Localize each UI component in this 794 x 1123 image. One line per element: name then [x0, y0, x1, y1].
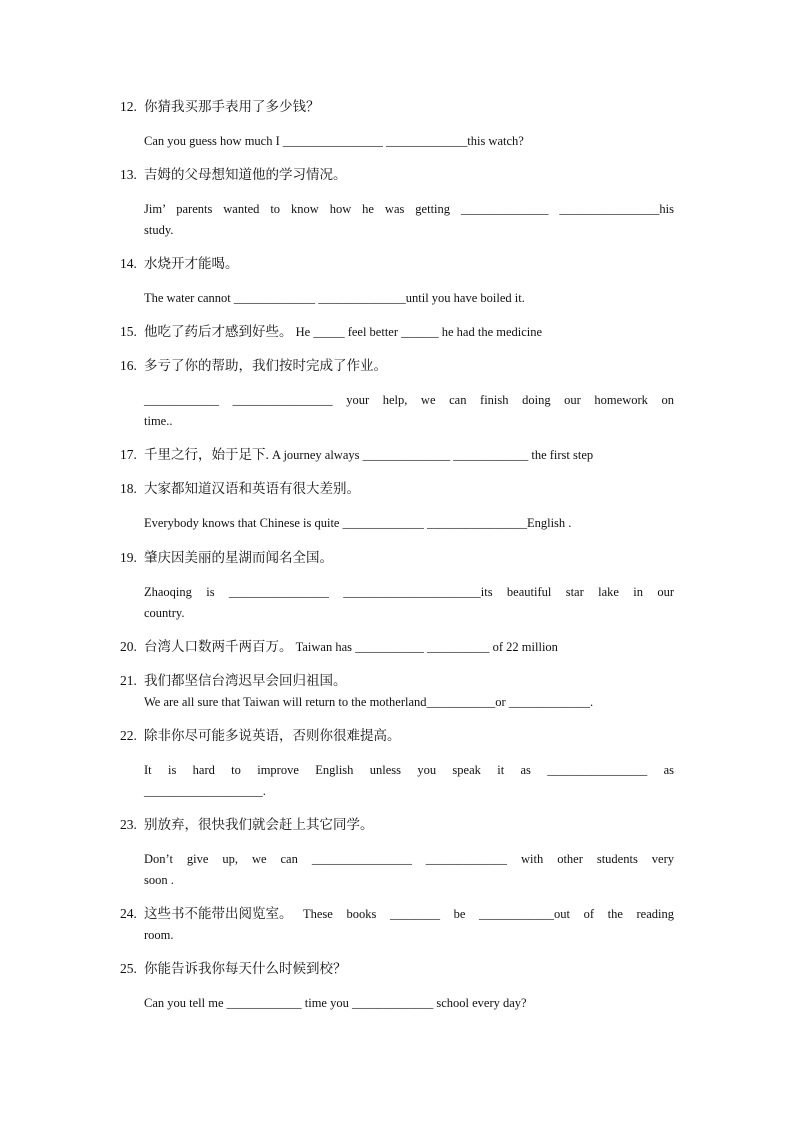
question-25 [120, 959, 680, 979]
question-19 [120, 548, 680, 568]
question-chinese: 除非你尽可能多说英语，否则你很难提高。 [144, 728, 401, 743]
answer-line [144, 390, 674, 432]
answer-line-2: ___________________. [144, 784, 266, 798]
question-number: 23. [120, 817, 137, 832]
answer-line: Can you tell me ____________ time you _____________ school every day? [144, 996, 527, 1010]
answer-line: A journey always ______________ ____________ the first step [268, 448, 594, 462]
question-17 [120, 445, 680, 465]
answer-line-2: country. [144, 606, 185, 620]
answer-line-1 [303, 904, 674, 924]
question-number: 20. [120, 639, 137, 654]
question-number: 24. [120, 906, 137, 921]
question-number: 14. [120, 256, 137, 271]
question-20 [120, 637, 680, 657]
answer-line: He _____ feel better ______ he had the medicine [292, 325, 543, 339]
question-13 [120, 165, 680, 185]
answer-line-1: ____________ ________________ your help, we can finish doing our homework on [144, 393, 674, 407]
answer-line-2: room. [144, 928, 174, 942]
answer-line [144, 199, 674, 241]
answer-line [144, 849, 674, 891]
answer-line [144, 582, 674, 624]
answer-line-1: Don’t give up, we can ________________ _____________ with other students very [144, 852, 674, 866]
question-chinese: 你猜我买那手表用了多少钱？ [144, 99, 320, 114]
question-chinese: 他吃了药后才感到好些。 [144, 324, 293, 339]
answer-line-1: It is hard to improve English unless you speak it as ________________ as [144, 763, 674, 777]
question-number: 21. [120, 673, 137, 688]
answer-line-2: time.. [144, 414, 173, 428]
question-number: 16. [120, 358, 137, 373]
answer-line-1: Zhaoqing is ________________ ______________________its beautiful star lake in our [144, 585, 674, 599]
question-chinese: 大家都知道汉语和英语有很大差别。 [144, 481, 360, 496]
answer-line: We are all sure that Taiwan will return to the motherland___________or _____________. [144, 695, 594, 709]
question-15 [120, 322, 680, 342]
question-chinese: 吉姆的父母想知道他的学习情况。 [144, 167, 347, 182]
answer-line: Taiwan has ___________ __________ of 22 million [292, 640, 558, 654]
question-22 [120, 726, 680, 746]
answer-line: Everybody knows that Chinese is quite _____________ ________________English . [144, 516, 572, 530]
question-chinese: 别放弃，很快我们就会赶上其它同学。 [144, 817, 374, 832]
question-12 [120, 97, 680, 117]
answer-line: The water cannot _____________ ______________until you have boiled it. [144, 291, 525, 305]
question-chinese: 你能告诉我你每天什么时候到校？ [144, 961, 347, 976]
question-chinese: 多亏了你的帮助，我们按时完成了作业。 [144, 358, 387, 373]
question-chinese: 千里之行，始于足下. [144, 447, 269, 462]
answer-line-2: study. [144, 223, 174, 237]
question-16 [120, 356, 680, 376]
question-chinese: 肇庆因美丽的星湖而闻名全国。 [144, 550, 333, 565]
answer-line: Can you guess how much I ________________ _____________this watch? [144, 134, 524, 148]
question-23 [120, 815, 680, 835]
question-number: 22. [120, 728, 137, 743]
question-number: 15. [120, 324, 137, 339]
answer-line-1: Jim’ parents wanted to know how he was getting ______________ ________________his [144, 202, 674, 216]
question-number: 17. [120, 447, 137, 462]
question-chinese: 我们都坚信台湾迟早会回归祖国。 [144, 673, 347, 688]
question-21 [120, 671, 680, 691]
question-number: 13. [120, 167, 137, 182]
answer-text: These books ________ be ____________out of the reading [303, 907, 674, 921]
question-number: 12. [120, 99, 137, 114]
question-14 [120, 254, 680, 274]
question-number: 18. [120, 481, 137, 496]
answer-line-2: soon . [144, 873, 174, 887]
question-number: 19. [120, 550, 137, 565]
question-chinese: 水烧开才能喝。 [144, 256, 239, 271]
question-chinese: 台湾人口数两千两百万。 [144, 639, 293, 654]
question-number: 25. [120, 961, 137, 976]
question-chinese: 这些书不能带出阅览室。 [144, 906, 293, 921]
question-18 [120, 479, 680, 499]
answer-line [144, 760, 674, 802]
